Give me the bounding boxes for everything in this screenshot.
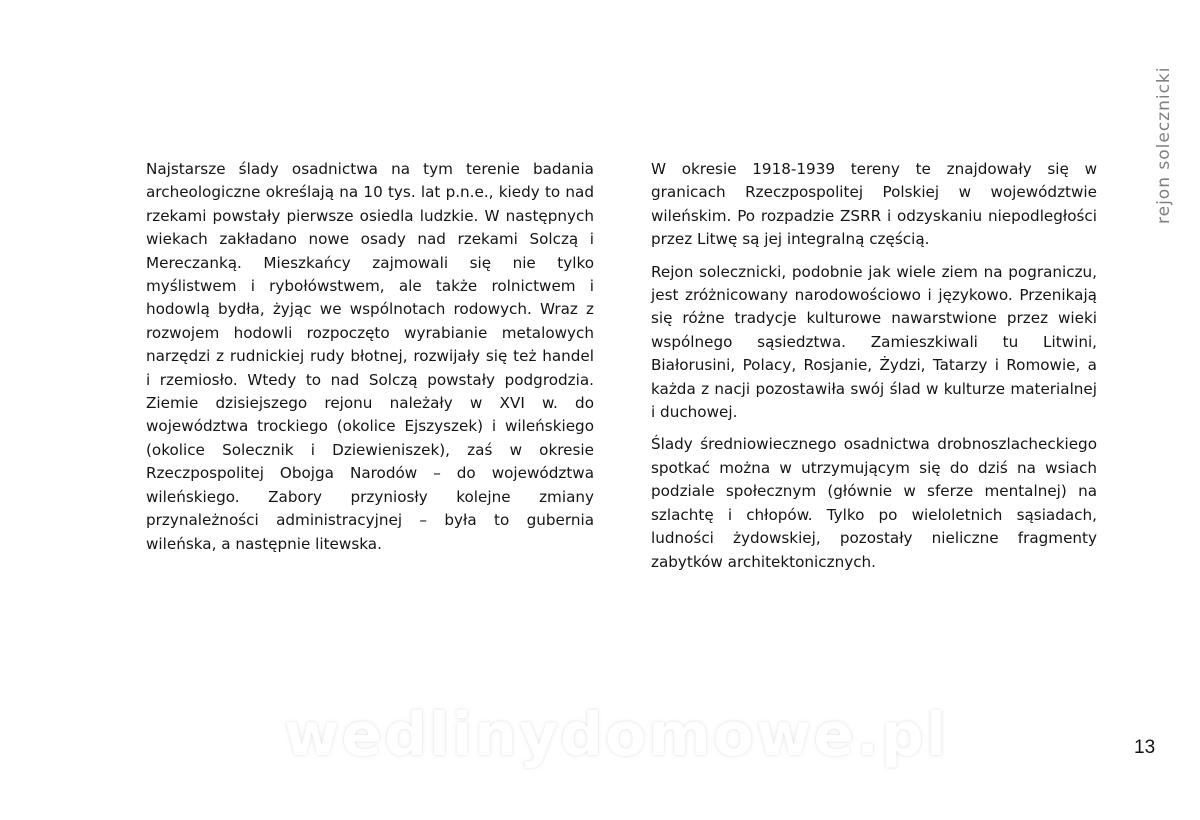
- paragraph: Ślady średniowiecznego osadnictwa drobnoszlacheckiego spotkać można w utrzymującym się do dziś na wsiach podziale społecznym (głównie w sferze mentalnej) na szlachtę i chłopów. Tylko po wieloletnich sąsiadach, ludności żydowskiej, pozostały nieliczne fragmenty zabytków architektonicznych.: [651, 435, 1097, 571]
- left-text-column: [146, 158, 594, 565]
- section-side-label: rejon solecznicki: [1154, 66, 1174, 224]
- page-number: 13: [1134, 737, 1156, 758]
- paragraph: W okresie 1918-1939 tereny te znajdowały się w granicach Rzeczpospolitej Polskiej w województwie wileńskim. Po rozpadzie ZSRR i odzyskaniu niepodległości przez Litwę są jej integralną częścią.: [651, 160, 1097, 249]
- paragraph: Najstarsze ślady osadnictwa na tym terenie badania archeologiczne określają na 10 tys. lat p.n.e., kiedy to nad rzekami powstały pierwsze osiedla ludzkie. W następnych wiekach zakładano nowe osady nad rzekami Solczą i Mereczanką. Mieszkańcy zajmowali się nie tylko myślistwem i rybołówstwem, ale także rolnictwem i hodowlą bydła, żyjąc we wspólnotach rodowych. Wraz z rozwojem hodowli rozpoczęto wyrabianie metalowych narzędzi z rudnickiej rudy błotnej, rozwijały się też handel i rzemiosło. Wtedy to nad Solczą powstały podgrodzia. Ziemie dzisiejszego rejonu należały w XVI w. do województwa trockiego (okolice Ejszyszek) i wileńskiego (okolice Solecznik i Dziewieniszek), zaś w okresie Rzeczpospolitej Obojga Narodów – do województwa wileńskiego. Zabory przyniosły kolejne zmiany przynależności administracyjnej – była to gubernia wileńska, a następnie litewska.: [146, 160, 594, 553]
- right-text-column: [651, 158, 1097, 583]
- watermark: wedlinydomowe.pl: [284, 700, 949, 770]
- paragraph: Rejon solecznicki, podobnie jak wiele ziem na pograniczu, jest zróżnicowany narodowościowo i językowo. Przenikają się różne tradycje kulturowe nawarstwione przez wieki wspólnego sąsiedztwa. Zamieszkiwali tu Litwini, Białorusini, Polacy, Rosjanie, Żydzi, Tatarzy i Romowie, a każda z nacji pozostawiła swój ślad w kulturze materialnej i duchowej.: [651, 262, 1097, 422]
